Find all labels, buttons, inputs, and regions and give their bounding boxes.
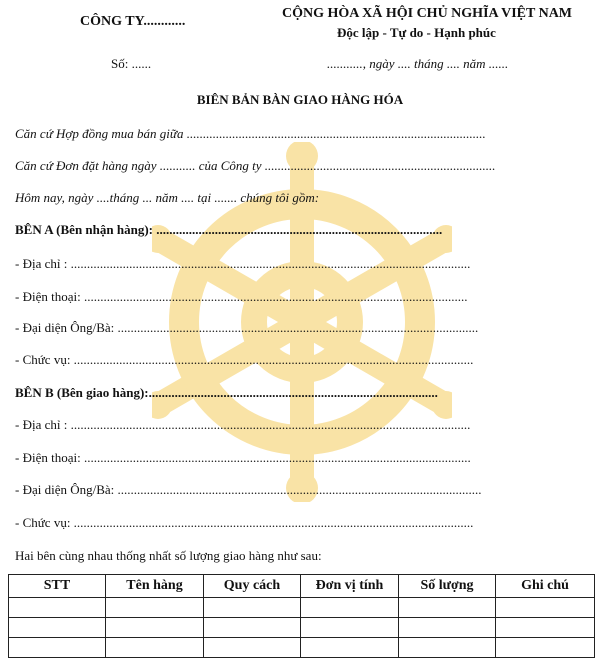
table-cell[interactable] xyxy=(301,638,399,658)
party-a-heading: BÊN A (Bên nhận hàng): ........................................................................................ xyxy=(15,222,443,237)
national-title: CỘNG HÒA XÃ HỘI CHỦ NGHĨA VIỆT NAM xyxy=(282,6,573,21)
document-title: BIÊN BẢN BÀN GIAO HÀNG HÓA xyxy=(196,92,404,107)
party-a-address: - Địa chỉ : ........................................................................................................................... xyxy=(15,256,471,271)
table-cell[interactable] xyxy=(204,618,301,638)
party-b-representative: - Đại diện Ông/Bà: ................................................................................................................ xyxy=(15,482,482,497)
column-header-spec: Quy cách xyxy=(204,575,301,598)
column-header-quantity: Số lượng xyxy=(399,575,496,598)
party-b-phone: - Điện thoại: ....................................................................................................................... xyxy=(15,450,471,465)
table-cell[interactable] xyxy=(9,618,106,638)
table-cell[interactable] xyxy=(399,638,496,658)
table-cell[interactable] xyxy=(106,618,204,638)
meeting-line: Hôm nay, ngày ....tháng ... năm .... tại ....... chúng tôi gồm: xyxy=(15,190,320,205)
table-cell[interactable] xyxy=(496,598,595,618)
party-a-representative: - Đại diện Ông/Bà: ............................................................................................................... xyxy=(15,320,479,335)
table-cell[interactable] xyxy=(106,638,204,658)
table-cell[interactable] xyxy=(301,618,399,638)
table-cell[interactable] xyxy=(496,618,595,638)
agreement-line: Hai bên cùng nhau thống nhất số lượng giao hàng như sau: xyxy=(15,548,322,563)
column-header-note: Ghi chú xyxy=(496,575,595,598)
party-b-position: - Chức vụ: ........................................................................................................................... xyxy=(15,515,474,530)
basis-order: Căn cứ Đơn đặt hàng ngày ........... của Công ty ....................................................................... xyxy=(15,158,496,173)
table-cell[interactable] xyxy=(399,598,496,618)
company-name: CÔNG TY............ xyxy=(80,14,186,29)
table-cell[interactable] xyxy=(106,598,204,618)
party-b-heading: BÊN B (Bên giao hàng):......................................................................................... xyxy=(15,385,438,400)
column-header-unit: Đơn vị tính xyxy=(301,575,399,598)
document-number: Số: ...... xyxy=(111,56,152,71)
date-line: ..........., ngày .... tháng .... năm ...... xyxy=(327,56,509,71)
table-cell[interactable] xyxy=(399,618,496,638)
table-cell[interactable] xyxy=(301,598,399,618)
table-row xyxy=(9,638,595,658)
table-row xyxy=(9,618,595,638)
party-a-position: - Chức vụ: ........................................................................................................................... xyxy=(15,352,474,367)
national-motto: Độc lập - Tự do - Hạnh phúc xyxy=(337,25,496,40)
table-row xyxy=(9,598,595,618)
party-a-phone: - Điện thoại: ...................................................................................................................... xyxy=(15,289,468,304)
table-cell[interactable] xyxy=(9,638,106,658)
table-cell[interactable] xyxy=(204,638,301,658)
column-header-name: Tên hàng xyxy=(106,575,204,598)
basis-contract: Căn cứ Hợp đồng mua bán giữa ............................................................................................ xyxy=(15,126,486,141)
table-cell[interactable] xyxy=(9,598,106,618)
table-cell[interactable] xyxy=(496,638,595,658)
table-cell[interactable] xyxy=(204,598,301,618)
table-header-row xyxy=(9,575,595,598)
party-b-address: - Địa chỉ : ........................................................................................................................... xyxy=(15,417,471,432)
goods-table xyxy=(8,574,595,658)
column-header-stt: STT xyxy=(9,575,106,598)
